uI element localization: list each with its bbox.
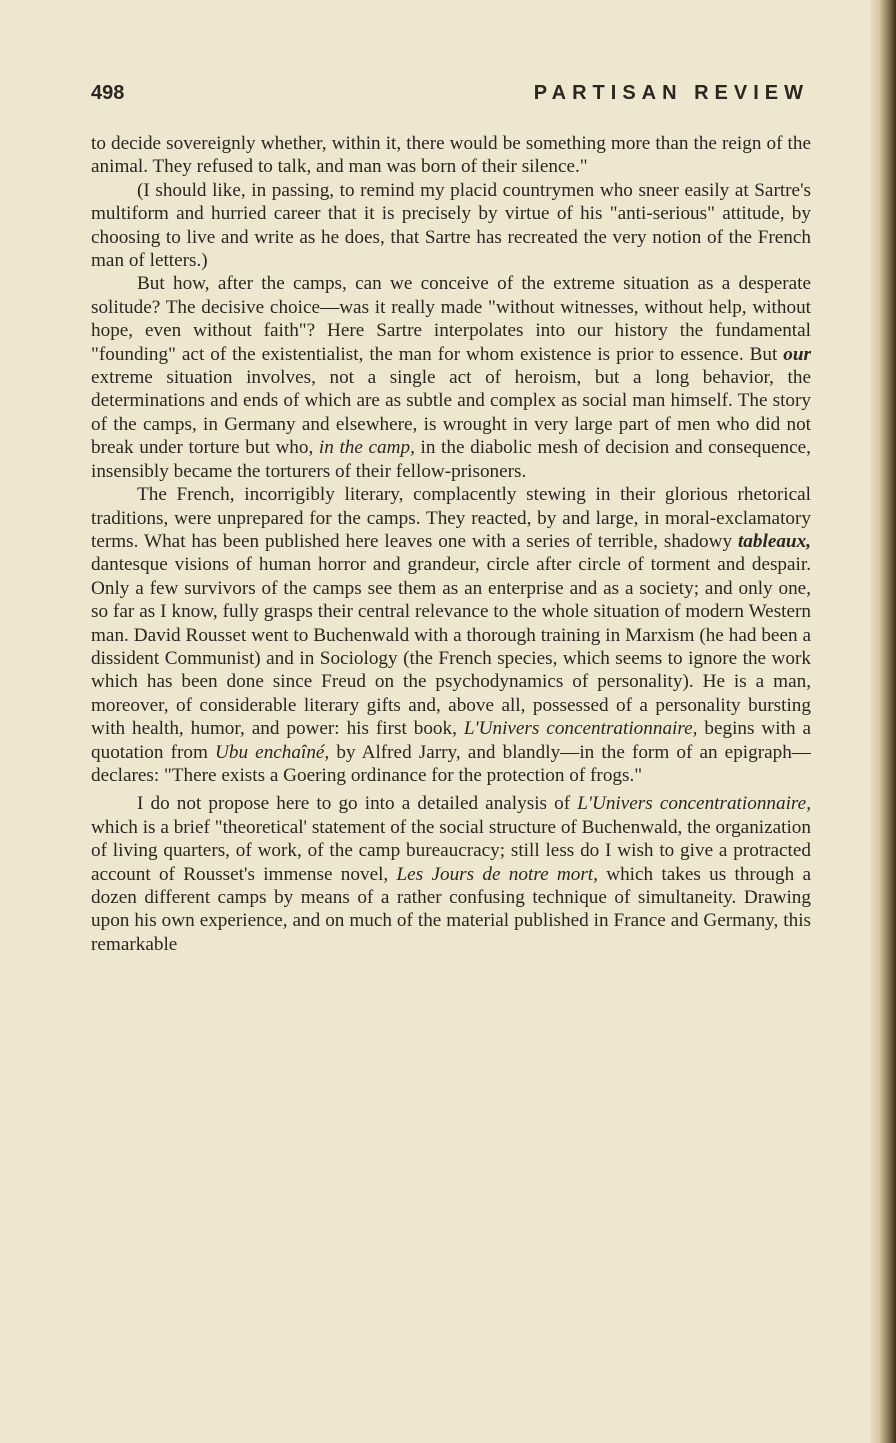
- paragraph-1-segment-0: to decide sovereignly whether, within it, there would be something more than the reign of the animal. They refused to talk, and man was born of their silence.": [91, 133, 811, 178]
- paragraph-3-segment-3: in the camp,: [318, 437, 415, 459]
- paragraph-4-segment-3: L'Univers concentrationnaire,: [463, 718, 698, 740]
- paragraph-3-segment-4: in the diabolic mesh of decision and consequence, insensibly became the torturers of their fellow-prisoners.: [91, 437, 811, 482]
- paragraph-3-segment-2: extreme situation involves, not a single act of heroism, but a long behavior, the determinations and ends of which are as subtle and complex as social man himself. The story of the camps, in Germany and elsewhere, is wrought in very large part of men who did not break under torture but who,: [91, 367, 811, 459]
- paragraph-4-segment-2: dantesque visions of human horror and grandeur, circle after circle of torment and despair. Only a few survivors of the camps see them as an enterprise and as a society; and only one, so far as I know, fully grasps their central relevance to the whole situation of modern Western man. David Rousset went to Buchenwald with a thorough training in Marxism (he had been a dissident Communist) and in Sociology (the French species, which seems to ignore the work which has been done since Freud on the psychodynamics of personality). He is a man, moreover, of considerable literary gifts and, above all, possessed of a personality bursting with health, humor, and power: his first book,: [91, 554, 811, 740]
- page-edge-shadow: [870, 0, 896, 1443]
- paragraph-1: [91, 132, 811, 179]
- paragraph-4-segment-0: The French, incorrigibly literary, complacently stewing in their glorious rhetorical traditions, were unprepared for the camps. They reacted, by and large, in moral-exclamatory terms. What has been published here leaves one with a series of terrible, shadowy: [91, 484, 811, 552]
- running-head: PARTISAN REVIEW: [533, 82, 809, 104]
- paragraph-5-segment-0: I do not propose here to go into a detailed analysis of: [137, 793, 578, 815]
- paragraph-4-segment-6: by Alfred Jarry, and blandly—in the form of an epigraph—declares: "There exists a Goering ordinance for the protection of frogs.": [91, 741, 811, 786]
- paragraph-5-segment-1: L'Univers concentrationnaire,: [577, 793, 811, 815]
- paragraph-3-segment-0: But how, after the camps, can we conceive of the extreme situation as a desperate solitude? The decisive choice—was it really made "without witnesses, without help, without hope, even without faith"? Here Sartre interpolates into our history the fundamental "founding" act of the existentialist, the man for whom existence is prior to essence. But: [91, 273, 811, 365]
- page-number: 498: [91, 82, 125, 104]
- paragraph-3: [91, 272, 811, 483]
- paragraph-2: [91, 179, 811, 273]
- paragraph-4: [91, 483, 811, 787]
- paragraph-5: [91, 792, 811, 956]
- paragraph-4-segment-1: tableaux,: [737, 530, 811, 552]
- paragraph-5-segment-4: which takes us through a dozen different camps by means of a rather confusing technique of simultaneity. Drawing upon his own experience, and on much of the material published in France and Germany, this remarkable: [91, 863, 811, 955]
- paragraph-4-segment-4: begins with a quotation from: [91, 718, 811, 763]
- article-body: [91, 132, 811, 956]
- paragraph-4-segment-5: Ubu enchaîné,: [215, 741, 330, 763]
- paragraph-5-segment-2: which is a brief "theoretical' statement of the social structure of Buchenwald, the organization of living quarters, of work, of the camp bureaucracy; still less do I wish to give a protracted account of Rousset's immense novel,: [91, 816, 811, 885]
- paragraph-3-segment-1: our: [783, 343, 811, 365]
- page-header: [91, 82, 809, 112]
- paragraph-5-segment-3: Les Jours de notre mort,: [396, 863, 598, 885]
- paragraph-2-segment-0: (I should like, in passing, to remind my placid countrymen who sneer easily at Sartre's multiform and hurried career that it is precisely by virtue of his "anti-serious" attitude, by choosing to live and write as he does, that Sartre has recreated the very notion of the French man of letters.): [91, 179, 811, 272]
